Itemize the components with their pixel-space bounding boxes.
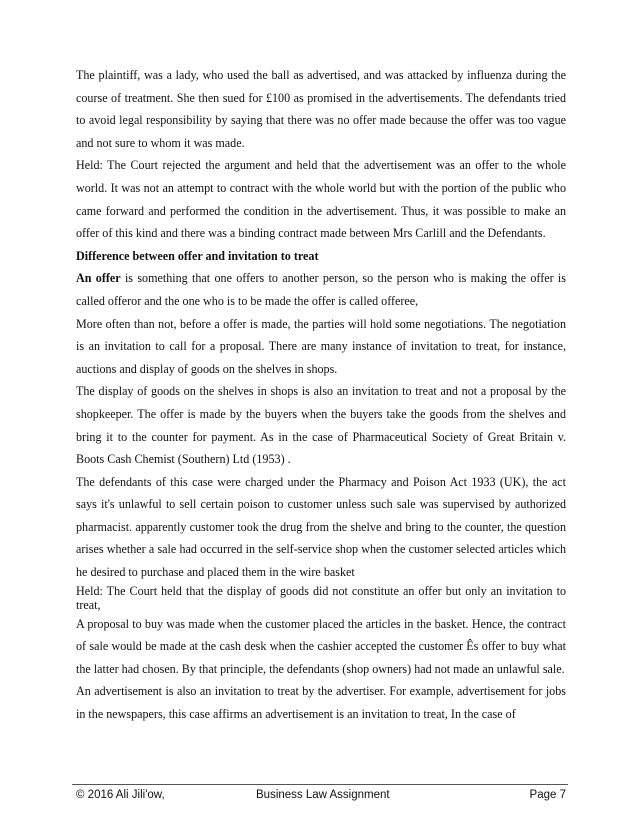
- paragraph-display-of-goods: The display of goods on the shelves in shops is also an invitation to treat and not a proposal by the shopkeeper. The offer is made by the buyers when the buyers take the goods from the shelves and bring it to the counter for payment. As in the case of Pharmaceutical Society of Great Britain v. Boots Cash Chemist (Southern) Ltd (1953) .: [76, 384, 566, 467]
- an-offer-definition: is something that one offers to another person, so the person who is making the offer is called offeror and the one who is to be made the offer is called offeree,: [76, 271, 566, 308]
- page-body: [76, 64, 566, 726]
- paragraph-held-boots: Held: The Court held that the display of goods did not constitute an offer but only an invitation to treat,: [76, 583, 566, 612]
- section-heading: Difference between offer and invitation to treat: [76, 248, 319, 263]
- paragraph-defendants-charged: The defendants of this case were charged under the Pharmacy and Poison Act 1933 (UK), the act says it's unlawful to sell certain poison to customer unless such sale was supervised by authorized pharmacist. apparently customer took the drug from the shelve and bring to the counter, the question arises whether a sale had occurred in the self-service shop when the customer selected articles which he desired to purchase and placed them in the wire basket: [76, 474, 566, 580]
- paragraph-an-offer: [76, 267, 566, 312]
- page-footer: [76, 789, 566, 805]
- an-offer-term: An offer: [76, 271, 121, 286]
- footer-document-title: Business Law Assignment: [256, 789, 390, 801]
- footer-copyright: © 2016 Ali Jili'ow,: [76, 789, 165, 801]
- paragraph-plaintiff: The plaintiff, was a lady, who used the ball as advertised, and was attacked by influenza during the course of treatment. She then sued for £100 as promised in the advertisements. The defendants tried to avoid legal responsibility by saying that there was no offer made because the offer was too vague and not sure to whom it was made.: [76, 68, 566, 150]
- paragraph-held-carlill: Held: The Court rejected the argument and held that the advertisement was an offer to the whole world. It was not an attempt to contract with the whole world but with the portion of the public who came forward and performed the condition in the advertisement. Thus, it was possible to make an offer of this kind and there was a binding contract made between Mrs Carlill and the Defendants.: [76, 158, 566, 241]
- footer-divider: [72, 784, 568, 785]
- footer-page-number: Page 7: [529, 789, 566, 801]
- paragraph-negotiations: More often than not, before a offer is made, the parties will hold some negotiations. The negotiation is an invitation to call for a proposal. There are many instance of invitation to treat, for instance, auctions and display of goods on the shelves in shops.: [76, 316, 566, 376]
- paragraph-advertisement: An advertisement is also an invitation to treat by the advertiser. For example, advertisement for jobs in the newspapers, this case affirms an advertisement is an invitation to treat, In the case of: [76, 684, 566, 722]
- paragraph-proposal-to-buy: A proposal to buy was made when the customer placed the articles in the basket. Hence, the contract of sale would be made at the cash desk when the cashier accepted the customer Ês offer to buy what the latter had chosen. By that principle, the defendants (shop owners) had not made an unlawful sale.: [76, 616, 566, 676]
